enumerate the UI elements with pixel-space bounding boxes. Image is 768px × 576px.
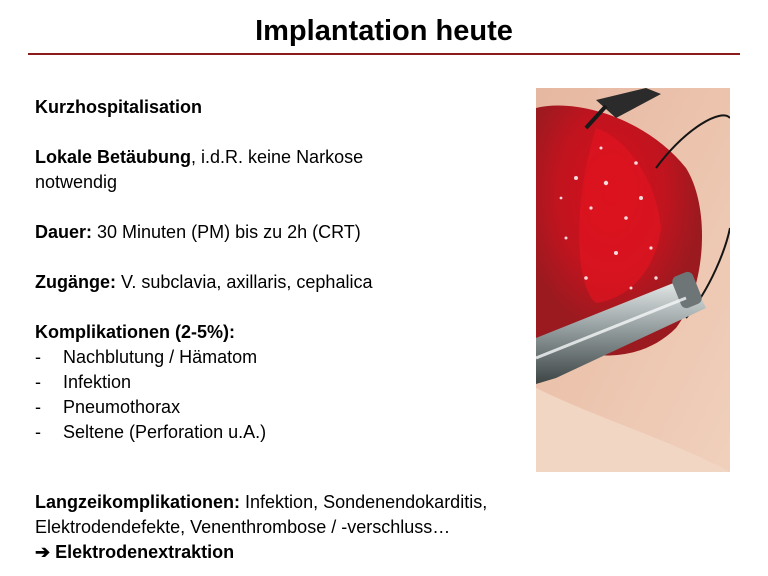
access-line [35, 270, 535, 295]
short-stay-line [35, 95, 535, 120]
conclusion-line [35, 540, 755, 565]
access-label: Zugänge: [35, 272, 116, 292]
arrow-right-icon: ➔ [35, 542, 51, 562]
surgical-photo-icon [536, 88, 730, 472]
list-item-text: Infektion [63, 372, 132, 392]
duration-text: 30 Minuten (PM) bis zu 2h (CRT) [92, 222, 361, 242]
list-item-text: Pneumothorax [63, 397, 181, 417]
long-term-text: Infektion, Sondenendokarditis, [240, 492, 488, 512]
anesthesia-label: Lokale Betäubung [35, 147, 192, 167]
title-divider [28, 53, 740, 55]
list-item [35, 420, 535, 445]
list-item-text: Nachblutung / Hämatom [63, 347, 258, 367]
long-term-line [35, 490, 755, 515]
dash-icon: - [35, 422, 41, 442]
anesthesia-line [35, 145, 535, 195]
complications-label: Komplikationen (2-5%): [35, 322, 236, 342]
short-stay-label: Kurzhospitalisation [35, 97, 203, 117]
slide-title: Implantation heute [255, 15, 513, 47]
list-item [35, 345, 535, 370]
dash-icon: - [35, 347, 41, 367]
content-body [35, 95, 535, 445]
access-text: V. subclavia, axillaris, cephalica [116, 272, 373, 292]
anesthesia-text-2: notwendig [35, 172, 118, 192]
conclusion-text: Elektrodenextraktion [55, 542, 235, 562]
complications-list [35, 345, 535, 445]
duration-label: Dauer: [35, 222, 93, 242]
duration-line [35, 220, 535, 245]
long-term-block [35, 490, 755, 565]
list-item [35, 395, 535, 420]
dash-icon: - [35, 397, 41, 417]
list-item [35, 370, 535, 395]
long-term-line-2: Elektrodendefekte, Venenthrombose / -verschluss… [35, 517, 451, 537]
anesthesia-text: , i.d.R. keine Narkose [191, 147, 364, 167]
long-term-label: Langzeikomplikationen: [35, 492, 241, 512]
complications-block [35, 320, 535, 445]
list-item-text: Seltene (Perforation u.A.) [63, 422, 267, 442]
dash-icon: - [35, 372, 41, 392]
